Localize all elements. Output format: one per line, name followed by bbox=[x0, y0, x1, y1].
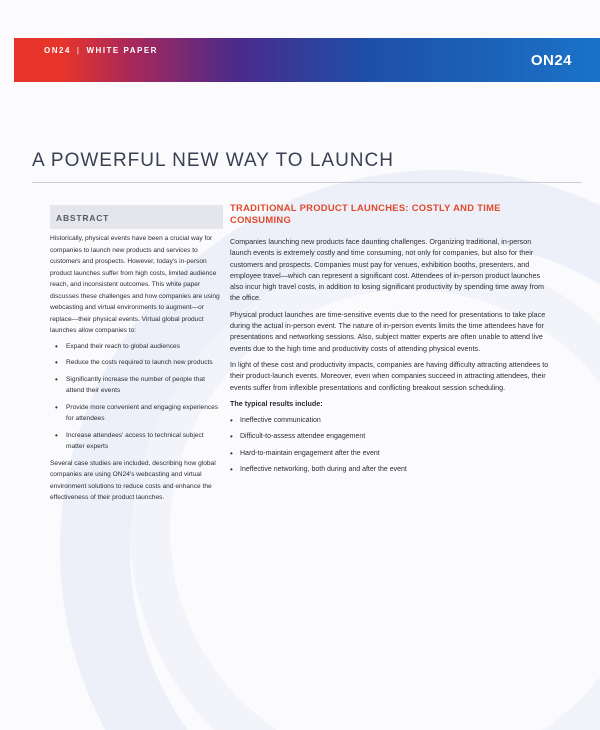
abstract-bullet: • Increase attendees' access to technical subject matter experts bbox=[50, 430, 223, 453]
abstract-outro: Several case studies are included, describing how global companies are using ON24's webcasting and virtual environment solutions to reduce costs and enhance the effectiveness of their product launches. bbox=[50, 459, 216, 501]
header-tag bbox=[44, 46, 158, 55]
section-heading: TRADITIONAL PRODUCT LAUNCHES: COSTLY AND TIME CONSUMING bbox=[230, 202, 501, 225]
abstract-body bbox=[50, 229, 223, 504]
doc-type-label: WHITE PAPER bbox=[86, 46, 158, 55]
header-band bbox=[14, 38, 600, 82]
body-paragraph: Companies launching new products face daunting challenges. Organizing traditional, in-person launch events is extremely costly and time consuming, not only for companies, but also for their customers and prospects. Companies must pay for venues, exhibition booths, presenters, and employee travel—which can represent a significant cost. Attendees of in-person product launches also incur high travel costs, in addition to losing significant productivity by spending time away from the office. bbox=[230, 237, 545, 303]
abstract-bullet: • Expand their reach to global audiences bbox=[50, 341, 223, 353]
results-item: • Hard-to-maintain engagement after the event bbox=[230, 448, 550, 459]
abstract-sidebar bbox=[50, 205, 223, 650]
results-label: The typical results include: bbox=[230, 398, 323, 408]
body-paragraph: In light of these cost and productivity impacts, companies are having difficulty attracting attendees to their product-launch events. Moreover, even when companies succeed in attracting attendees, their events suffer from inflexible presentations and conflicting breakout session scheduling. bbox=[230, 359, 549, 392]
abstract-bullet: • Significantly increase the number of people that attend their events bbox=[50, 374, 223, 397]
abstract-heading: ABSTRACT bbox=[50, 205, 223, 229]
abstract-bullet: • Provide more convenient and engaging experiences for attendees bbox=[50, 402, 223, 425]
header-separator: | bbox=[76, 46, 81, 55]
results-list bbox=[230, 415, 550, 475]
on24-logo: ON24 bbox=[530, 52, 572, 69]
results-item: • Ineffective networking, both during and after the event bbox=[230, 464, 550, 475]
section-body bbox=[230, 236, 550, 475]
abstract-bullet: • Reduce the costs required to launch new products bbox=[50, 357, 223, 369]
page-title: A POWERFUL NEW WAY TO LAUNCH bbox=[32, 150, 394, 171]
abstract-bullet-list bbox=[50, 341, 223, 453]
results-item: • Difficult-to-assess attendee engagement bbox=[230, 431, 550, 442]
main-content bbox=[230, 202, 550, 480]
title-divider bbox=[32, 182, 582, 183]
abstract-intro: Historically, physical events have been a crucial way for companies to launch new products and services to customers and prospects. However, today's in-person product launches suffer from high costs, limited audience reach, and inconsistent outcomes. This white paper discusses these challenges and how companies are using webcasting and virtual environments to augment—or replace—their physical events. Virtual global product launches allow companies to: bbox=[50, 235, 220, 334]
brand-tag: ON24 bbox=[44, 46, 71, 55]
results-item: • Ineffective communication bbox=[230, 415, 550, 426]
body-paragraph: Physical product launches are time-sensitive events due to the need for presentations to take place during the actual in-person event. The nature of in-person events limits the time attendees have for presentations and networking sessions. Also, subject matter experts are often unable to attend live events due to the high time and productivity costs of attending physical events. bbox=[230, 309, 546, 353]
